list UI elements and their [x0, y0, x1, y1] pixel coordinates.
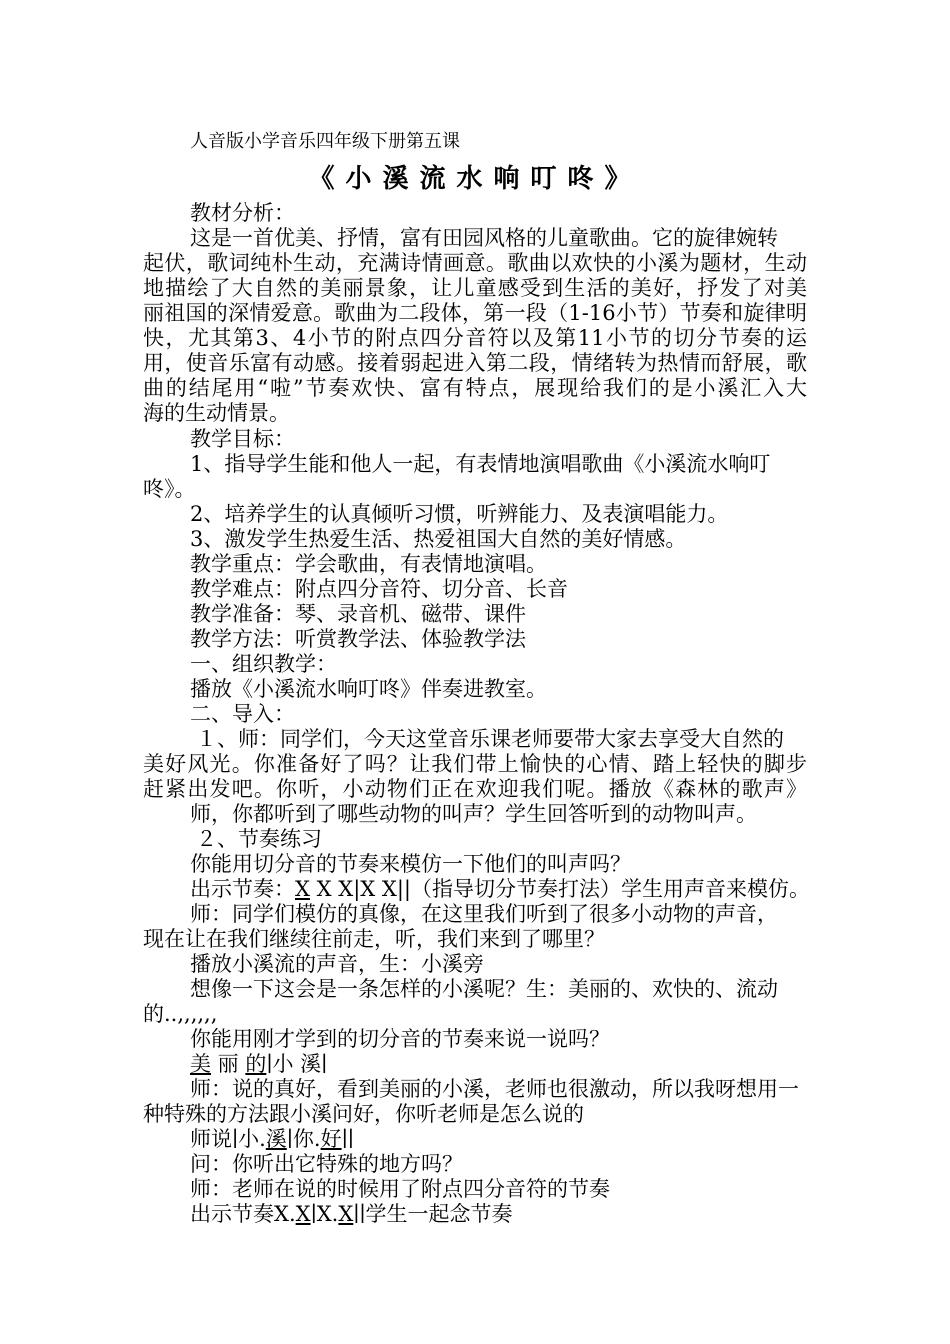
analysis-line: 海的生动情景。 [143, 401, 290, 425]
goal-3: 3、激发学生热爱生活、热爱祖国大自然的美好情感。 [190, 527, 687, 551]
intro-para-cont: 美好风光。你准备好了吗？让我们带上愉快的心情、踏上轻快的脚步 [143, 752, 807, 776]
rhythm-word: 的 [245, 1052, 267, 1076]
rhythm-example [190, 1051, 327, 1077]
key-point: 教学重点：学会歌曲，有表情地演唱。 [190, 552, 547, 576]
rhythm-word: ∣小 溪∣ [266, 1052, 328, 1076]
analysis-line: 用，使音乐富有动感。接着弱起进入第二段，情绪转为热情而舒展，歌 [143, 351, 807, 375]
rhythm-word: 师说∣小. [190, 1127, 266, 1151]
paragraph-cont: 的..,,,,,, [143, 1002, 218, 1026]
difficulty: 教学难点：附点四分音符、切分音、长音 [190, 577, 568, 601]
paragraph: 师：说的真好，看到美丽的小溪，老师也很激动，所以我呀想用一 [190, 1077, 799, 1101]
analysis-line: 地描绘了大自然的美丽景象，让儿童感受到生活的美好，抒发了对美 [143, 276, 807, 300]
paragraph: 师：同学们模仿的真像，在这里我们听到了很多小动物的声音， [190, 902, 778, 926]
paragraph: 想像一下这会是一条怎样的小溪呢？生：美丽的、欢快的、流动 [190, 977, 778, 1001]
paragraph: 问：你听出它特殊的地方吗？ [190, 1152, 463, 1176]
analysis-line: 这是一首优美、抒情，富有田园风格的儿童歌曲。它的旋律婉转 [190, 226, 778, 250]
rhythm-word: 好 [320, 1127, 342, 1151]
rhythm-practice-heading: ２、节奏练习 [196, 827, 322, 851]
dotted-rhythm-line [190, 1201, 513, 1227]
analysis-line: 起伏，歌词纯朴生动，充满诗情画意。歌曲以欢快的小溪为题材，生动 [143, 251, 807, 275]
method: 教学方法：听赏教学法、体验教学法 [190, 627, 526, 651]
goal-2: 2、培养学生的认真倾听习惯，听辨能力、及表演唱能力。 [190, 502, 729, 526]
rhythm-text: ∣∣学生一起念节奏 [353, 1202, 513, 1226]
rhythm-word: ∣你. [286, 1127, 321, 1151]
analysis-line: 快，尤其第3、4小节的附点四分音符以及第11小节的切分节奏的运 [143, 326, 807, 350]
rhythm-text: ∣X. [310, 1202, 339, 1226]
intro-question: 师，你都听到了哪些动物的叫声？学生回答听到的动物叫声。 [190, 802, 757, 826]
rhythm-word: 美 [190, 1052, 211, 1076]
rhythm-notes: X X|X X|| [309, 877, 412, 901]
rhythm-text: 出示节奏X. [190, 1202, 296, 1226]
paragraph: 你能用切分音的节奏来模仿一下他们的叫声吗？ [190, 852, 631, 876]
intro-para: １、师：同学们，今天这堂音乐课老师要带大家去享受大自然的 [196, 727, 784, 751]
step-1-heading: 一、组织教学： [190, 652, 337, 676]
goals-heading: 教学目标： [190, 427, 295, 451]
paragraph: 播放小溪流的声音，生：小溪旁 [190, 952, 484, 976]
rhythm-note: X [295, 877, 310, 901]
analysis-heading: 教材分析： [190, 201, 295, 225]
paragraph-cont: 现在让在我们继续往前走，听，我们来到了哪里？ [143, 927, 605, 951]
step-1-text: 播放《小溪流水响叮咚》伴奏进教室。 [190, 677, 547, 701]
step-2-heading: 二、导入： [190, 702, 295, 726]
preparation: 教学准备：琴、录音机、磁带、课件 [190, 602, 526, 626]
rhythm-note: X [295, 1202, 311, 1226]
rhythm-word: 溪 [265, 1127, 287, 1151]
paragraph: 你能用刚才学到的切分音的节奏来说一说吗？ [190, 1027, 610, 1051]
analysis-line: 曲的结尾用“啦”节奏欢快、富有特点，展现给我们的是小溪汇入大 [143, 376, 807, 400]
intro-para-cont: 赶紧出发吧。你听，小动物们正在欢迎我们呢。播放《森林的歌声》 [143, 777, 807, 801]
rhythm-word: ∣∣ [341, 1127, 354, 1151]
goal-1: 1、指导学生能和他人一起，有表情地演唱歌曲《小溪流水响叮 [190, 452, 771, 476]
paragraph-cont: 种特殊的方法跟小溪问好，你听老师是怎么说的 [143, 1102, 584, 1126]
lesson-title: 《小溪流水响叮咚》 [308, 164, 642, 194]
teacher-says-rhythm [190, 1126, 354, 1152]
rhythm-note: X [338, 1202, 354, 1226]
lesson-subtitle: 人音版小学音乐四年级下册第五课 [190, 131, 460, 152]
rhythm-word: 丽 [211, 1052, 246, 1076]
rhythm-suffix: （指导切分节奏打法）学生用声音来模仿。 [411, 877, 811, 901]
goal-1-cont: 咚》。 [143, 477, 196, 501]
rhythm-prefix: 出示节奏： [190, 877, 295, 901]
analysis-line: 丽祖国的深情爱意。歌曲为二段体，第一段（1-16小节）节奏和旋律明 [143, 301, 807, 325]
rhythm-line [190, 876, 810, 902]
paragraph: 师：老师在说的时候用了附点四分音符的节奏 [190, 1177, 610, 1201]
